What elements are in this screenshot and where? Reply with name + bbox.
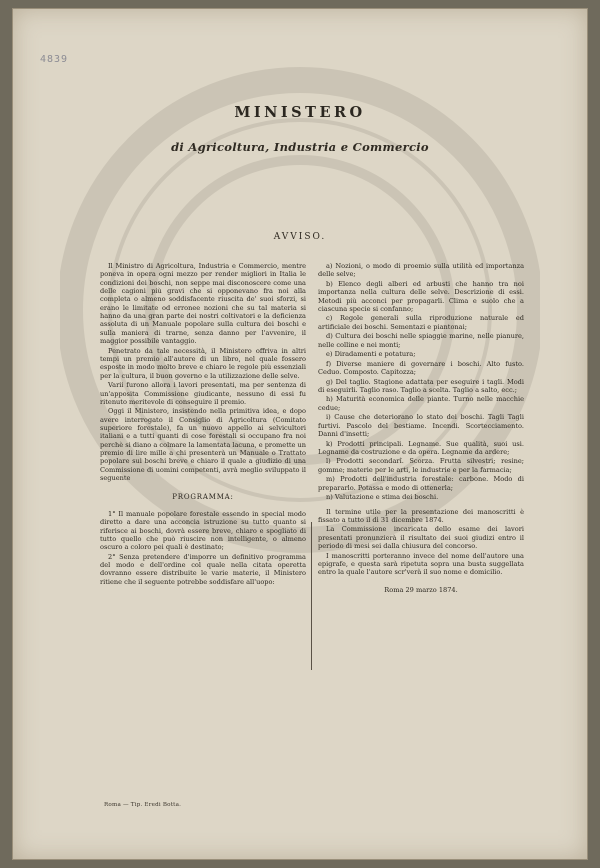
- page-title: MINISTERO: [234, 104, 366, 121]
- list-item: e) Diradamenti e potatura;: [326, 350, 416, 359]
- paragraph: 1° Il manuale popolare forestale essendo in special modo diretto a dare una acconcia istruzione su tutto quanto si riferisce ai boschi, dovrà essere breve, chiaro e spogliato di tutto quello che può riuscire non intelligente, o almeno oscuro a coloro pei quali è destinato;: [100, 509, 306, 552]
- page-subtitle: di Agricoltura, Industria e Commercio: [171, 140, 429, 154]
- list-item: i) Cause che deteriorano lo stato dei boschi. Tagli Tagli furtivi. Pascolo del bestiame. Incendi. Scortecciamento. Danni d'insetti;: [318, 413, 524, 439]
- paragraph: 2° Senza pretendere d'imporre un definitivo programma del modo e dell'ordine col quale nella citata operetta dovranno essere distribuite le varie materie, il Ministero ritiene che il seguente potrebbe soddisfare all'uopo:: [100, 552, 306, 586]
- programma-heading: PROGRAMMA:: [172, 492, 234, 501]
- paragraph: Varii furono allora i lavori presentati, ma per sentenza di un'apposita Commissione giudicante, nessuno di essi fu ritenuto meritevole di conseguire il premio.: [100, 381, 306, 406]
- list-item: a) Nozioni, o modo di proemio sulla utilità ed importanza delle selve;: [318, 262, 524, 279]
- list-item: c) Regole generali sulla riproduzione naturale ed artificiale dei boschi. Sementazi e piantonai;: [318, 314, 524, 331]
- printer-imprint: Roma — Tip. Eredi Botta.: [104, 802, 182, 808]
- paragraph: Oggi il Ministero, insistendo nella primitiva idea, e dopo avere interrogato il Consiglio di Agricoltura (Comitato superiore forestale), fa un nuovo appello ai selvicultori italiani e a tutti quanti di cose forestali si occupano fra noi perchè si diano a colmare la lamentata lacuna, e promette un premio di lire mille a chi presenterà un Manuale o Trattato popolare sui boschi breve e chiaro il quale a giudizio di una Commissione di uomini competenti, avrà meglio sviluppato il seguente: [100, 407, 306, 483]
- right-column: [318, 262, 524, 595]
- archive-stamp-number: 4839: [40, 54, 69, 65]
- list-item: f) Diverse maniere di governare i boschi. Alto fusto. Ceduo. Composto. Capitozza;: [318, 359, 524, 377]
- list-item: k) Prodotti principali. Legname. Sue qualità, suoi usi. Legname da costruzione e da opera. Legname da ardere;: [318, 439, 524, 456]
- paragraph: La Commissione incaricata dello esame dei lavori presentati pronunzierà il risultato dei suoi giudizi entro il periodo di mesi sei dalla chiusura del concorso.: [318, 525, 524, 551]
- list-item: n) Valutazione e stima dei boschi.: [326, 493, 439, 502]
- column-divider: [311, 522, 312, 670]
- paragraph: Penetrato da tale necessità, il Ministero offriva in altri tempi un premio all'autore di un libro, nel quale fossero esposte in modo molto breve e chiaro le regole più essenziali per la cultura, il buon governo e la utilizzazione delle selve.: [100, 346, 306, 380]
- paragraph: Il Ministro di Agricoltura, Industria e Commercio, mentre poneva in opera ogni mezzo per render migliori in Italia le condizioni dei boschi, non seppe mai disconoscere come una delle cagioni più gravi che si opponevano fra noi alla completa o almeno soddisfacente riuscita de' suoi sforzi, si erano le limitate od erronee nozioni che su tal materia si hanno da una gran parte dei nostri coltivatori e la deficienza assoluta di un Manuale popolare sulla cultura dei boschi e sulla maniera di trarne, senza danno per l'avvenire, il maggior possibile vantaggio.: [100, 262, 306, 346]
- document-date: Roma 29 marzo 1874.: [384, 585, 458, 594]
- list-item: h) Maturità economica delle piante. Turno nelle macchie cedue;: [318, 395, 524, 412]
- list-item: d) Cultura dei boschi nelle spiaggie marine, nelle pianure, nelle colline e nei monti;: [318, 332, 524, 349]
- notice-heading: AVVISO.: [273, 232, 327, 242]
- left-column: [100, 262, 306, 587]
- list-item: m) Prodotti dell'industria forestale: carbone. Modo di prepararlo. Potassa e modo di ottenerla;: [318, 475, 524, 492]
- paragraph: I manoscritti porteranno invece del nome dell'autore una epigrafe, e questa sarà ripetuta sopra una busta suggellata entro la quale l'autore scr'verà il suo nome e domicilio.: [318, 551, 524, 577]
- list-item: l) Prodotti secondarî. Scorza. Frutta silvestri; resine; gomme; materie per le arti, le industrie e per la farmacia;: [318, 457, 524, 474]
- paragraph: Il termine utile per la presentazione dei manoscritti è fissato a tutto il dì 31 dicembre 1874.: [318, 507, 524, 524]
- list-item: g) Del taglio. Stagione adattata per eseguire i tagli. Modi di eseguirli. Taglio raso. Taglio a scelta. Taglio a salto, ecc.;: [318, 377, 524, 394]
- list-item: b) Elenco degli alberi ed arbusti che hanno tra noi importanza nella cultura delle selve. Descrizione di essi. Metodi più acconci per propagarli. Clima e suolo che a ciascuna specie si confanno;: [318, 279, 524, 313]
